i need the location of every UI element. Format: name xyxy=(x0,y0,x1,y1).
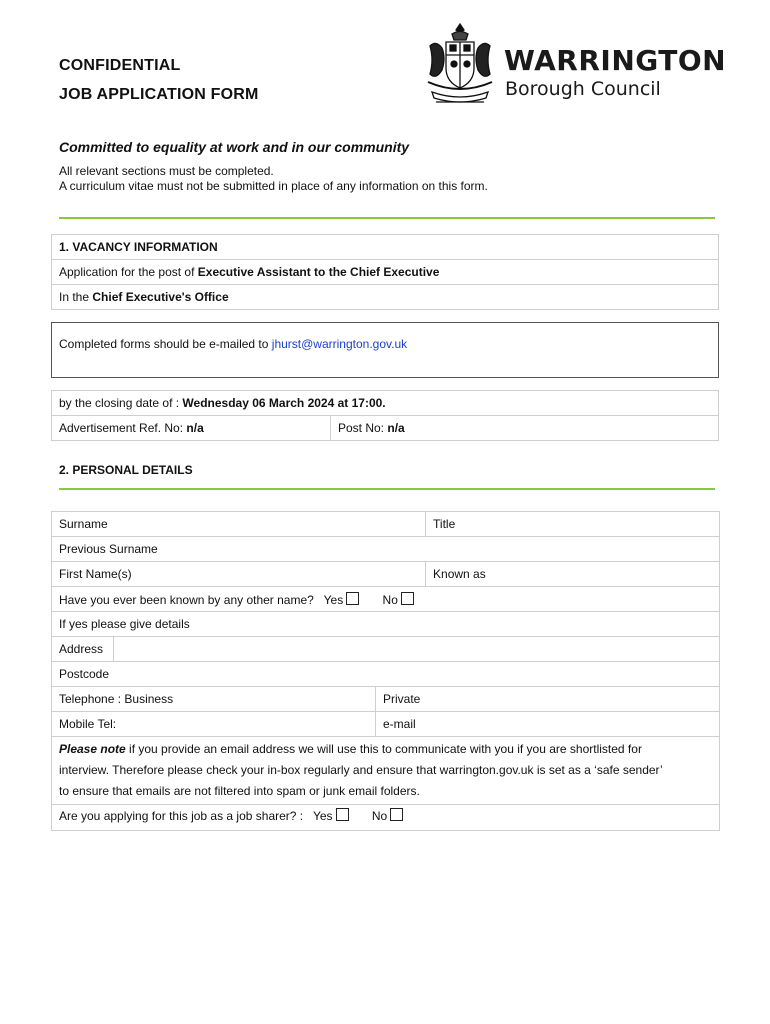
other-name-row xyxy=(52,587,720,612)
vacancy-heading: 1. VACANCY INFORMATION xyxy=(52,235,719,260)
email-instruction-text: Completed forms should be e-mailed to xyxy=(59,337,269,351)
instruction-line-1: All relevant sections must be completed. xyxy=(59,164,274,178)
email-link[interactable]: jhurst@warrington.gov.uk xyxy=(271,337,408,351)
equality-tagline: Committed to equality at work and in our community xyxy=(59,139,410,155)
other-name-question: Have you ever been known by any other name? xyxy=(59,592,314,607)
surname-field[interactable] xyxy=(52,512,426,537)
closing-date-label: by the closing date of : xyxy=(59,396,180,410)
note-emphasis: Please note xyxy=(59,742,126,756)
form-title: JOB APPLICATION FORM xyxy=(59,86,259,103)
business-phone-field[interactable] xyxy=(52,687,376,712)
department-label: In the xyxy=(59,290,90,304)
first-names-label: First Name(s) xyxy=(59,567,132,581)
advert-ref-value: n/a xyxy=(186,421,204,435)
other-name-details-label: If yes please give details xyxy=(59,617,190,631)
other-name-no-label: No xyxy=(382,592,398,607)
job-share-no-label: No xyxy=(371,809,388,823)
known-as-field[interactable] xyxy=(426,562,720,587)
post-value: Executive Assistant to the Chief Executive xyxy=(197,265,440,279)
personal-details-heading: 2. PERSONAL DETAILS xyxy=(59,463,193,477)
address-field[interactable] xyxy=(114,637,720,662)
business-phone-label: Telephone : Business xyxy=(59,692,174,706)
council-crest-logo xyxy=(424,22,496,108)
department-row xyxy=(52,285,719,310)
title-field[interactable] xyxy=(426,512,720,537)
confidential-label: CONFIDENTIAL xyxy=(59,57,181,74)
instruction-line-2: A curriculum vitae must not be submitted in place of any information on this form. xyxy=(59,179,488,193)
post-no-label: Post No: xyxy=(338,421,385,435)
email-instructions-box xyxy=(51,322,719,378)
private-phone-label: Private xyxy=(383,692,421,706)
other-name-details-field[interactable] xyxy=(52,612,720,637)
other-name-yes-checkbox[interactable] xyxy=(346,592,359,605)
job-share-row xyxy=(52,805,720,831)
known-as-label: Known as xyxy=(433,567,486,581)
first-names-field[interactable] xyxy=(52,562,426,587)
post-no-cell xyxy=(331,416,719,441)
job-share-no-checkbox[interactable] xyxy=(390,808,403,821)
closing-date-value: Wednesday 06 March 2024 at 17:00. xyxy=(182,396,386,410)
email-note xyxy=(52,737,720,805)
advert-ref-cell xyxy=(52,416,331,441)
private-phone-field[interactable] xyxy=(376,687,720,712)
email-field[interactable] xyxy=(376,712,720,737)
job-share-yes-label: Yes xyxy=(312,809,333,823)
postcode-field[interactable] xyxy=(52,662,720,687)
closing-date-row xyxy=(52,391,719,416)
divider xyxy=(59,488,715,490)
note-line-2: interview. Therefore please check your in-box regularly and ensure that warrington.gov.uk is set as a ‘safe sender’ xyxy=(59,763,663,777)
mobile-label: Mobile Tel: xyxy=(59,717,117,731)
department-value: Chief Executive's Office xyxy=(92,290,229,304)
previous-surname-label: Previous Surname xyxy=(59,542,158,556)
address-label: Address xyxy=(59,642,104,656)
surname-label: Surname xyxy=(59,517,108,531)
mobile-field[interactable] xyxy=(52,712,376,737)
vacancy-info-table xyxy=(51,234,719,310)
other-name-yes-label: Yes xyxy=(323,592,344,607)
personal-details-table xyxy=(51,511,720,831)
email-label: e-mail xyxy=(383,717,416,731)
council-name-line2: Borough Council xyxy=(505,78,661,100)
post-row xyxy=(52,260,719,285)
other-name-no-checkbox[interactable] xyxy=(401,592,414,605)
job-share-question: Are you applying for this job as a job sharer? : xyxy=(59,809,304,823)
advert-ref-label: Advertisement Ref. No: xyxy=(59,421,184,435)
closing-date-table xyxy=(51,390,719,441)
note-line-3: to ensure that emails are not filtered into spam or junk email folders. xyxy=(59,784,420,798)
job-share-yes-checkbox[interactable] xyxy=(336,808,349,821)
divider xyxy=(59,217,715,219)
post-label: Application for the post of xyxy=(59,265,195,279)
address-label-cell xyxy=(52,637,114,662)
title-label: Title xyxy=(433,517,456,531)
post-no-value: n/a xyxy=(387,421,405,435)
note-line-1: if you provide an email address we will use this to communicate with you if you are shortlisted for xyxy=(125,742,642,756)
council-name-line1: WARRINGTON xyxy=(504,44,727,77)
postcode-label: Postcode xyxy=(59,667,110,681)
previous-surname-field[interactable] xyxy=(52,537,720,562)
